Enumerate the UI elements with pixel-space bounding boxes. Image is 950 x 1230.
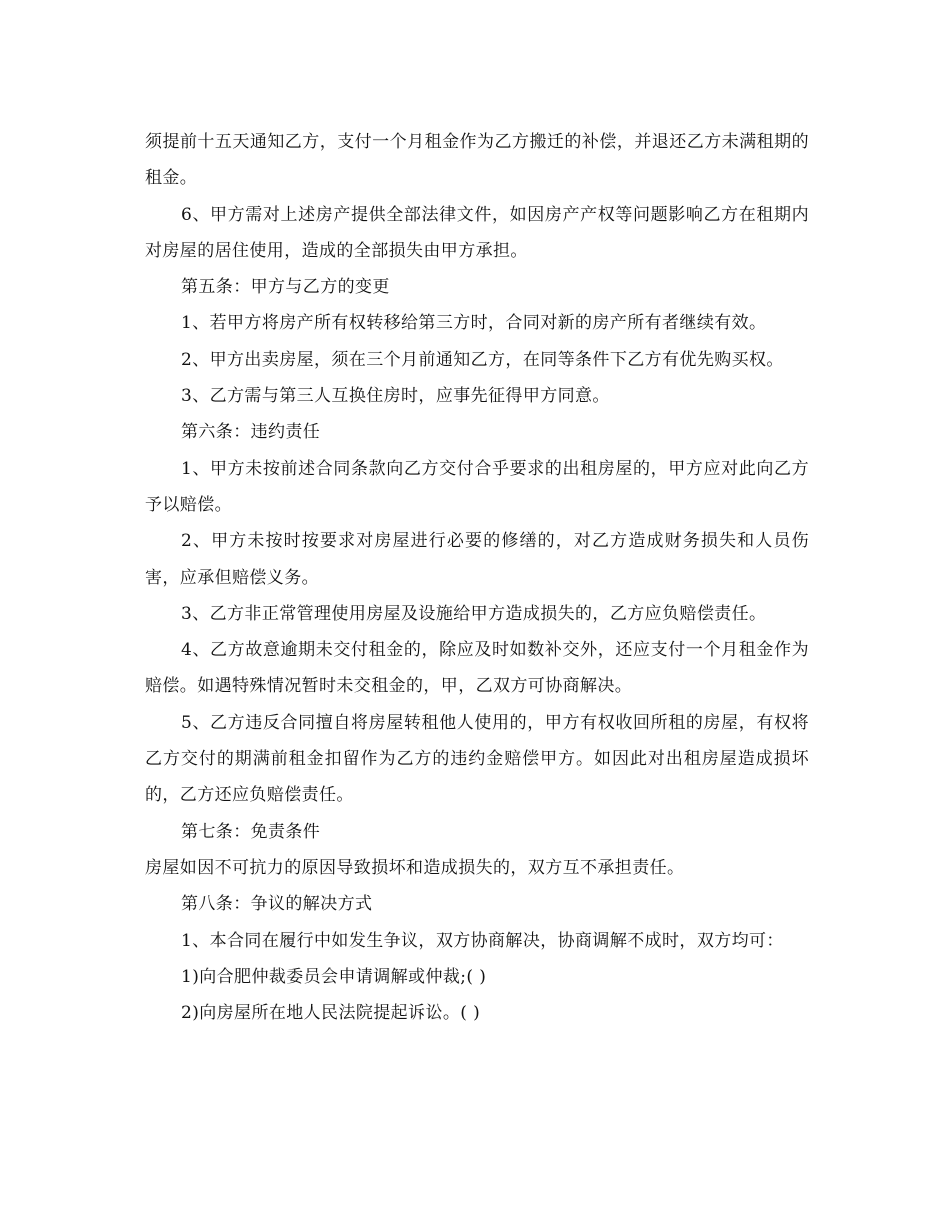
paragraph: 1、本合同在履行中如发生争议，双方协商解决，协商调解不成时，双方均可： — [181, 930, 784, 951]
section-heading: 第八条：争议的解决方式 — [181, 894, 373, 915]
section-heading: 第七条：免责条件 — [181, 821, 321, 842]
paragraph: 4、乙方故意逾期未交付租金的，除应及时如数补交外，还应支付一个月租金作为赔偿。如遇特殊情况暂时未交租金的，甲，乙双方可协商解决。 — [145, 640, 809, 697]
list-item: 2)向房屋所在地人民法院提起诉讼。( ) — [181, 1003, 481, 1024]
paragraph: 1、若甲方将房产所有权转移给第三方时，合同对新的房产所有者继续有效。 — [181, 313, 767, 334]
paragraph: 6、甲方需对上述房产提供全部法律文件，如因房产产权等问题影响乙方在租期内对房屋的居住使用，造成的全部损失由甲方承担。 — [145, 204, 809, 261]
list-item: 1)向合肥仲裁委员会申请调解或仲裁;( ) — [181, 966, 487, 987]
paragraph: 2、甲方出卖房屋，须在三个月前通知乙方，在同等条件下乙方有优先购买权。 — [181, 349, 784, 370]
paragraph: 3、乙方非正常管理使用房屋及设施给甲方造成损失的，乙方应负赔偿责任。 — [181, 603, 767, 624]
document-body — [145, 124, 809, 1031]
paragraph: 房屋如因不可抗力的原因导致损坏和造成损失的，双方互不承担责任。 — [145, 857, 685, 878]
paragraph: 2、甲方未按时按要求对房屋进行必要的修缮的，对乙方造成财务损失和人员伤害，应承但赔偿义务。 — [145, 531, 809, 588]
section-heading: 第六条：违约责任 — [181, 422, 321, 443]
paragraph: 须提前十五天通知乙方，支付一个月租金作为乙方搬迁的补偿，并退还乙方未满租期的租金。 — [145, 132, 809, 189]
section-heading: 第五条：甲方与乙方的变更 — [181, 277, 390, 298]
paragraph: 3、乙方需与第三人互换住房时，应事先征得甲方同意。 — [181, 386, 610, 407]
paragraph: 5、乙方违反合同擅自将房屋转租他人使用的，甲方有权收回所租的房屋，有权将乙方交付的期满前租金扣留作为乙方的违约金赔偿甲方。如因此对出租房屋造成损坏的，乙方还应负赔偿责任。 — [145, 712, 809, 806]
paragraph: 1、甲方未按前述合同条款向乙方交付合乎要求的出租房屋的，甲方应对此向乙方予以赔偿。 — [145, 458, 809, 515]
